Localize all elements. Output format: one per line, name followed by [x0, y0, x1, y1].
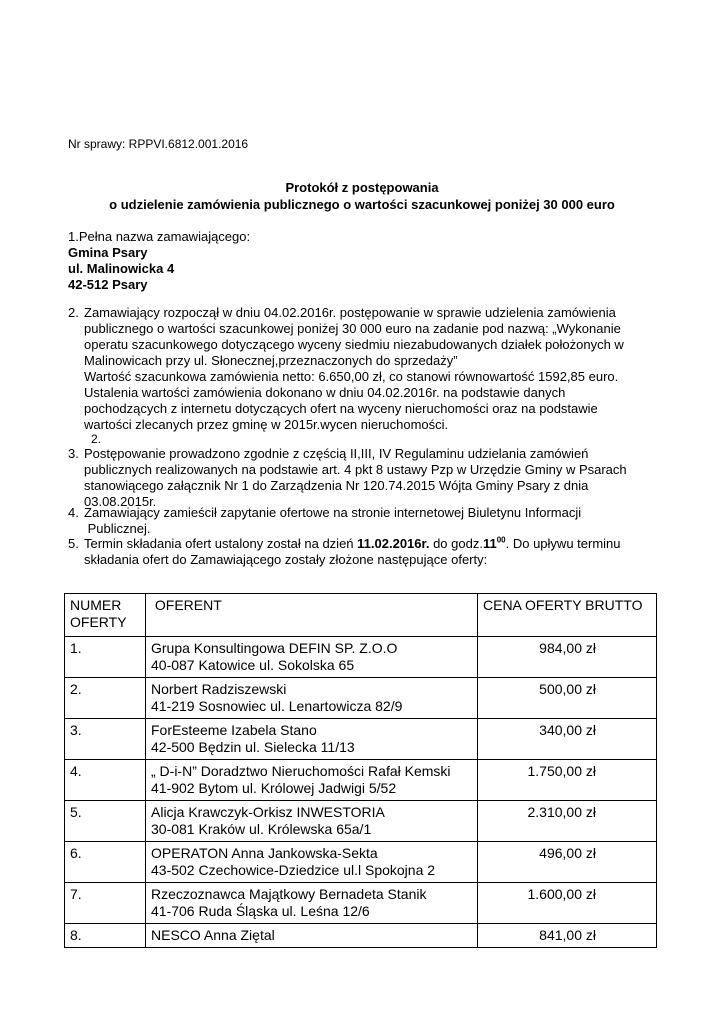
bidder-name: NESCO Anna Ziętal [151, 927, 275, 943]
offer-price: 841,00 zł [478, 924, 657, 948]
section-2-line: publicznego o wartości szacunkowej poniżej 30 000 euro na zadanie pod nazwą: „Wykonanie [84, 321, 621, 336]
bidder-name: Norbert Radziszewski [151, 681, 287, 697]
section-3 [68, 446, 668, 510]
section-4-number: 4. [68, 505, 79, 520]
authority-city: 42-512 Psary [68, 277, 148, 292]
bidder-name: OPERATON Anna Jankowska-Sekta [151, 845, 378, 861]
section-2-line: Malinowicach przy ul. Słonecznej,przeznaczonych do sprzedaży” [84, 353, 458, 368]
section-3-line: 03.08.2015r. [84, 494, 157, 509]
table-row [65, 801, 657, 842]
section-2-line: Wartość szacunkowa zamówienia netto: 6.650,00 zł, co stanowi równowartość 1592,85 euro. [84, 369, 619, 384]
offers-table [64, 593, 657, 948]
authority-street: ul. Malinowicka 4 [68, 261, 175, 276]
offer-bidder [146, 842, 478, 883]
deadline-minutes: 00 [496, 535, 506, 545]
offer-number: 4. [65, 760, 146, 801]
offer-bidder [146, 924, 478, 948]
offer-number: 6. [65, 842, 146, 883]
bidder-address: 41-219 Sosnowiec ul. Lenartowicza 82/9 [151, 698, 403, 714]
table-header-row [65, 594, 657, 637]
authority-label: 1.Pełna nazwa zamawiającego: [68, 229, 251, 244]
bidder-address: 43-502 Czechowice-Dziedzice ul.l Spokojna 2 [151, 862, 436, 878]
section-2 [68, 305, 668, 433]
offer-bidder [146, 883, 478, 924]
offer-price: 1.600,00 zł [478, 883, 657, 924]
section-2-number: 2. [68, 305, 79, 320]
section-3-line: stanowiącego załącznik Nr 1 do Zarządzenia Nr 120.74.2015 Wójta Gminy Psary z dnia [84, 478, 589, 493]
offer-price: 2.310,00 zł [478, 801, 657, 842]
section-5-line: składania ofert do Zamawiającego zostały złożone następujące oferty: [84, 552, 488, 567]
offer-number: 3. [65, 719, 146, 760]
offer-number: 5. [65, 801, 146, 842]
bidder-address: 41-902 Bytom ul. Królowej Jadwigi 5/52 [151, 780, 397, 796]
section-2-line: operatu szacunkowego dotyczącego wyceny siedmiu niezabudowanych działek położonych w [84, 337, 624, 352]
table-row [65, 719, 657, 760]
offer-bidder [146, 719, 478, 760]
section-4-line: Zamawiający zamieścił zapytanie ofertowe na stronie internetowej Biuletynu Informacji [84, 505, 582, 520]
section-3-line: Postępowanie prowadzono zgodnie z częścią II,III, IV Regulaminu udzielania zamówień [84, 446, 589, 461]
bidder-address: 42-500 Będzin ul. Sielecka 11/13 [151, 739, 355, 755]
offer-bidder [146, 637, 478, 678]
document-title: Protokół z postępowania [285, 180, 439, 195]
stray-list-number: 2. [91, 432, 102, 446]
authority-name: Gmina Psary [68, 245, 148, 260]
section-3-number: 3. [68, 446, 79, 461]
deadline-text: Termin składania ofert ustalony został na dzień [84, 536, 358, 551]
case-number: Nr sprawy: RPPVI.6812.001.2016 [68, 137, 249, 151]
offer-price: 496,00 zł [478, 842, 657, 883]
section-4-line: Publicznej. [84, 521, 151, 536]
bidder-address: 30-081 Kraków ul. Królewska 65a/1 [151, 821, 372, 837]
offer-bidder [146, 760, 478, 801]
offer-bidder [146, 678, 478, 719]
table-row [65, 678, 657, 719]
header-offer-number: NUMER OFERTY [65, 594, 146, 637]
offer-price: 340,00 zł [478, 719, 657, 760]
section-5-line [84, 536, 668, 552]
table-row [65, 924, 657, 948]
deadline-hour: 11 [482, 536, 497, 551]
section-5-number: 5. [68, 536, 79, 551]
table-row [65, 760, 657, 801]
offer-price: 1.750,00 zł [478, 760, 657, 801]
offer-bidder [146, 801, 478, 842]
section-2-line: wartości zlecanych przez gminę w 2015r.wycen nieruchomości. [84, 417, 449, 432]
table-row [65, 637, 657, 678]
bidder-address: 40-087 Katowice ul. Sokolska 65 [151, 657, 355, 673]
bidder-address: 41-706 Ruda Śląska ul. Leśna 12/6 [151, 903, 370, 919]
bidder-name: ForEsteeme Izabela Stano [151, 722, 317, 738]
offer-number: 1. [65, 637, 146, 678]
section-2-line: pochodzących z internetu dotyczących ofert na wyceny nieruchomości oraz na podstawie [84, 401, 598, 416]
table-row [65, 842, 657, 883]
deadline-hour-text: do godz. [429, 536, 483, 551]
bidder-name: Rzeczoznawca Majątkowy Bernadeta Stanik [151, 886, 427, 902]
offer-price: 500,00 zł [478, 678, 657, 719]
offer-number: 2. [65, 678, 146, 719]
section-3-line: publicznych realizowanych na podstawie art. 4 pkt 8 ustawy Pzp w Urzędzie Gminy w Psarach [84, 462, 627, 477]
section-5 [68, 536, 668, 568]
document-subtitle: o udzielenie zamówienia publicznego o wartości szacunkowej poniżej 30 000 euro [109, 197, 615, 212]
bidder-name: Grupa Konsultingowa DEFIN SP. Z.O.O [151, 640, 398, 656]
offer-price: 984,00 zł [478, 637, 657, 678]
section-4 [68, 505, 668, 537]
bidder-name: „ D-i-N” Doradztwo Nieruchomości Rafał Kemski [151, 763, 451, 779]
header-price: CENA OFERTY BRUTTO [478, 594, 657, 637]
offer-number: 8. [65, 924, 146, 948]
bidder-name: Alicja Krawczyk-Orkisz INWESTORIA [151, 804, 385, 820]
offer-number: 7. [65, 883, 146, 924]
deadline-date: 11.02.2016r. [357, 536, 430, 551]
deadline-after: . Do upływu terminu [505, 536, 621, 551]
header-bidder: OFERENT [146, 594, 478, 637]
table-row [65, 883, 657, 924]
section-2-line: Zamawiający rozpoczął w dniu 04.02.2016r. postępowanie w sprawie udzielenia zamówienia [84, 305, 616, 320]
contracting-authority [68, 229, 250, 293]
section-2-line: Ustalenia wartości zamówienia dokonano w dniu 04.02.2016r. na podstawie danych [84, 385, 566, 400]
